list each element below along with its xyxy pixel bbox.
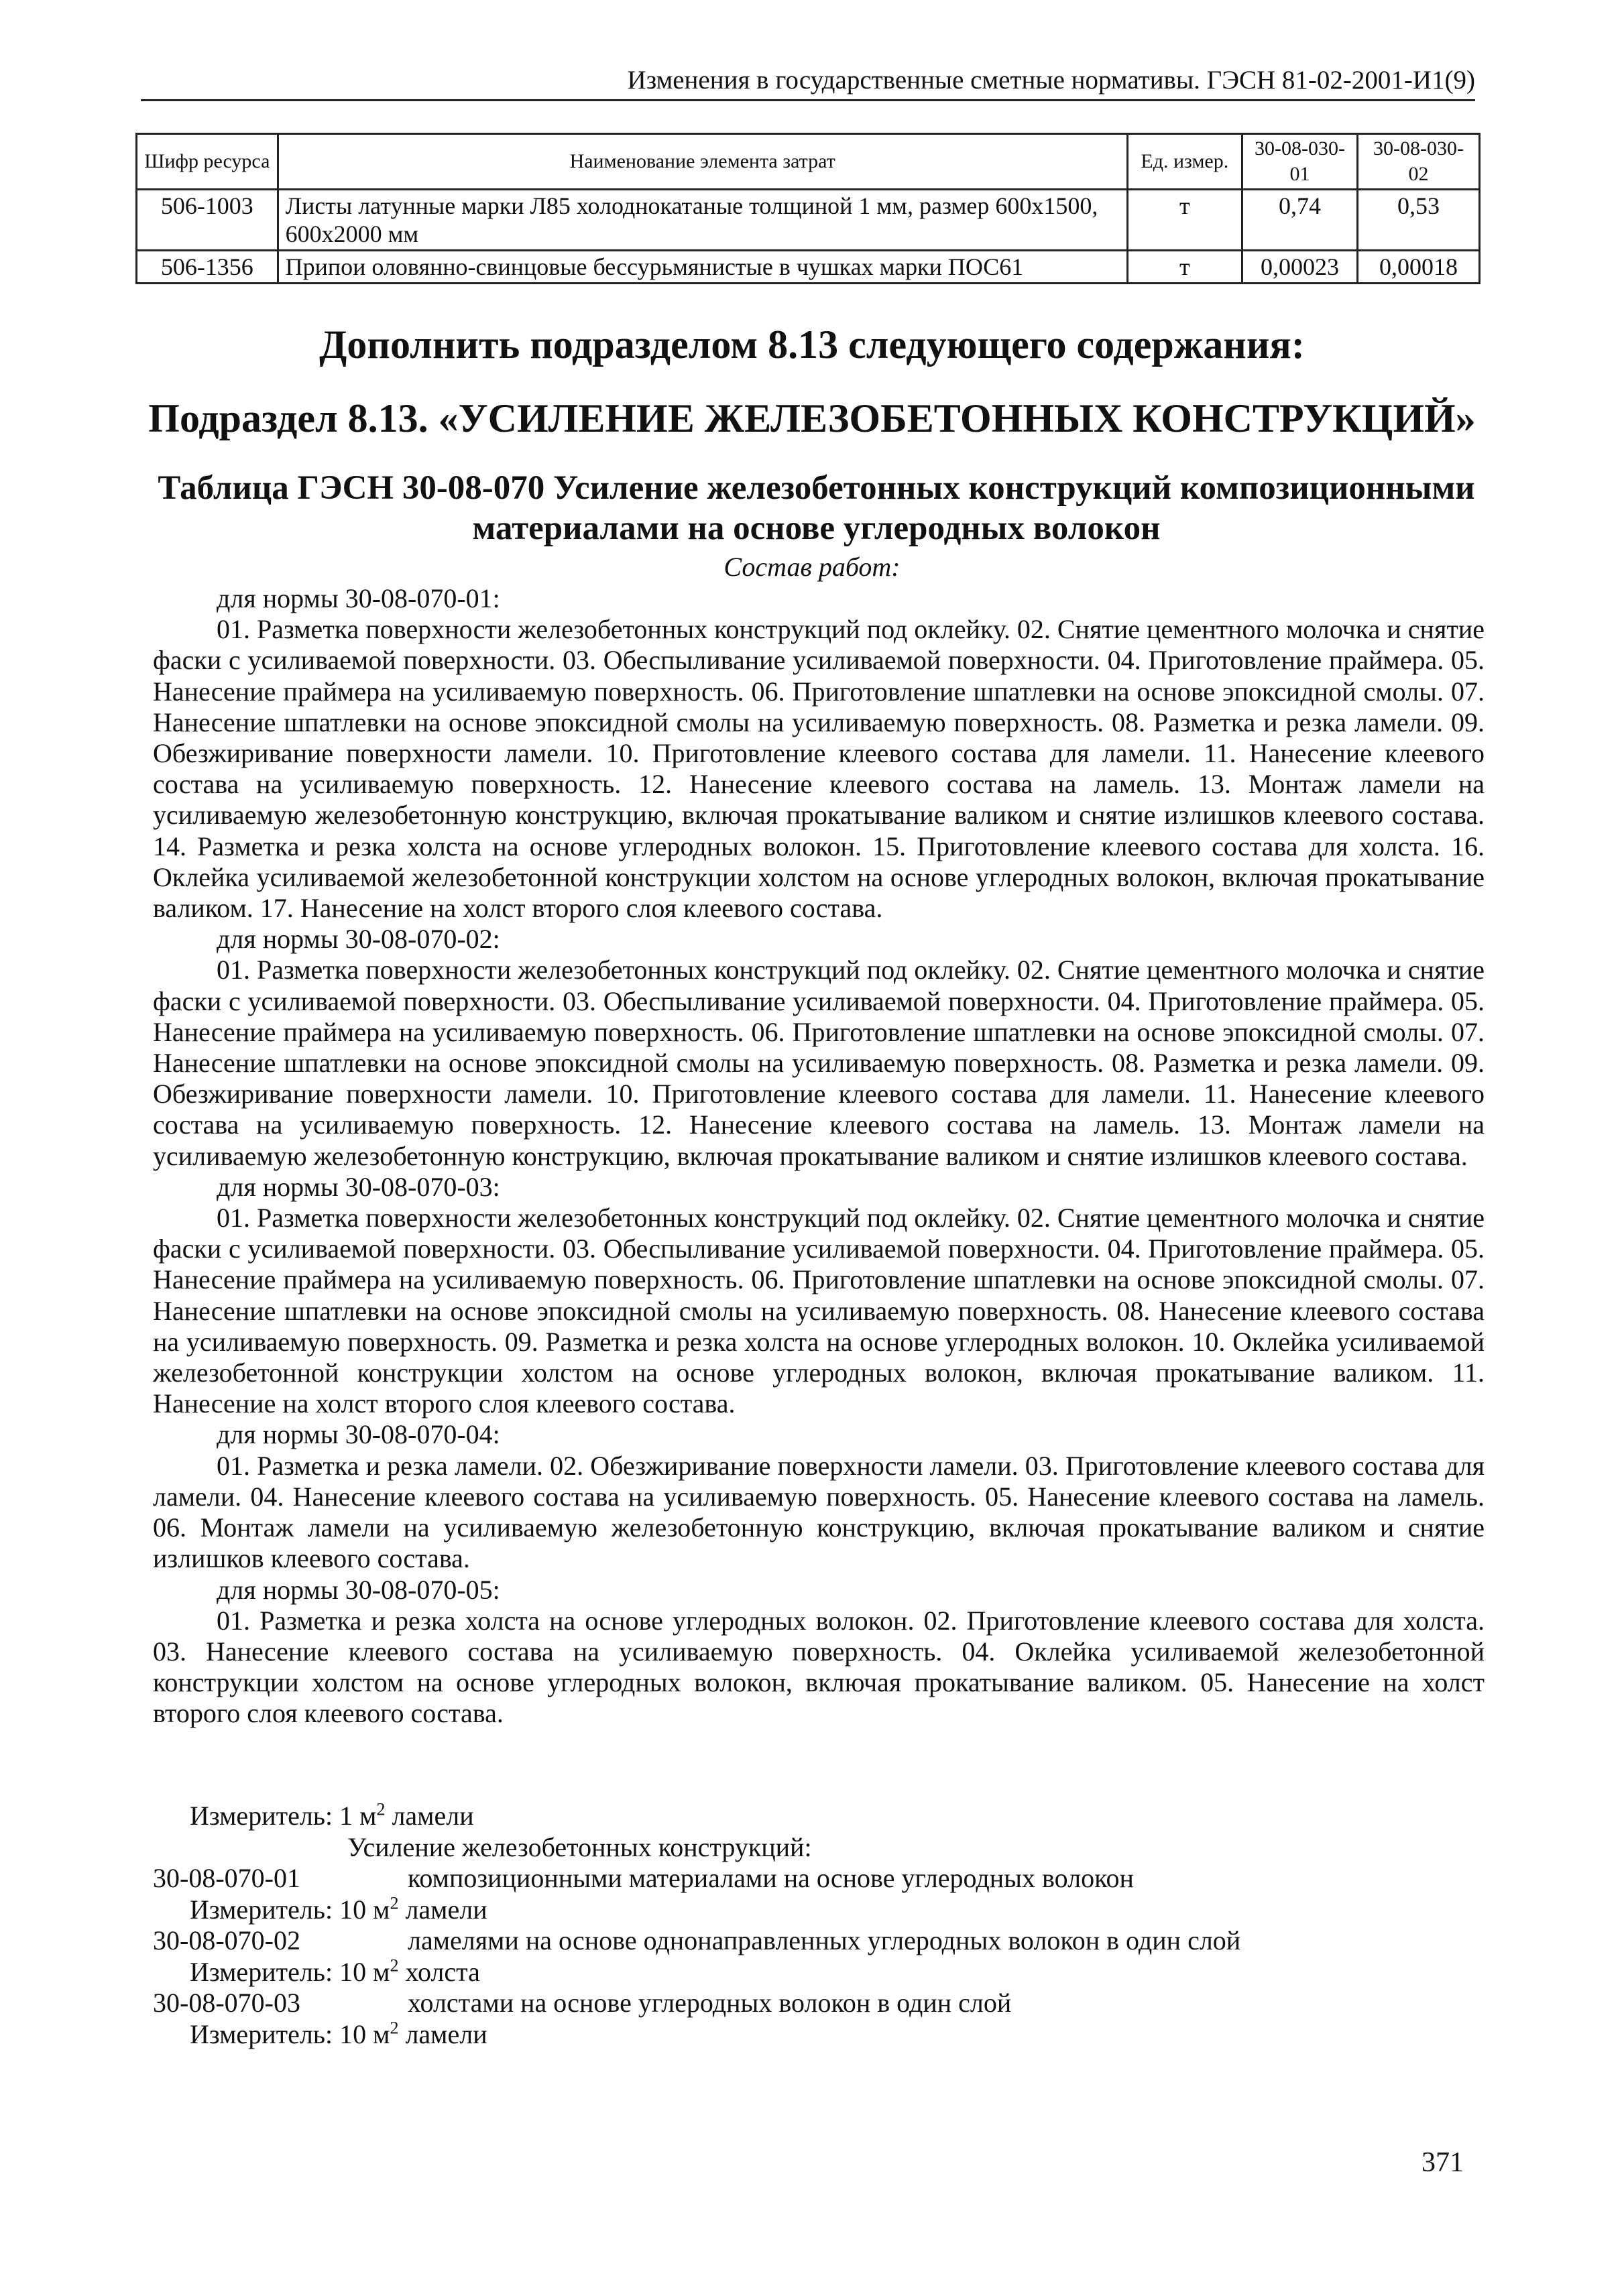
meter-label: Измеритель: 10 м bbox=[190, 2018, 390, 2049]
resources-table bbox=[135, 133, 1481, 284]
row-unit: т bbox=[1127, 251, 1242, 284]
row-value-2: 0,00018 bbox=[1358, 251, 1480, 284]
meter-unit: ламели bbox=[398, 1894, 487, 1925]
norm-text: 01. Разметка и резка ламели. 02. Обезжиривание поверхности ламели. 03. Приготовление клеевого состава для ламели. 04. Нанесение клеевого состава на усиливаемую поверхность. 05. Нанесение клеевого состава на ламель. 06. Монтаж ламели на усиливаемую железобетонную конструкцию, включая прокатывание валиком и снятие излишков клеевого состава. bbox=[153, 1450, 1485, 1574]
group-title: Усиление железобетонных конструкций: bbox=[347, 1831, 812, 1862]
norm-text: 01. Разметка и резка холста на основе углеродных волокон. 02. Приготовление клеевого состава для холста. 03. Нанесение клеевого состава на усиливаемую поверхность. 04. Оклейка усиливаемой железобетонной конструкции холстом на основе углеродных волокон, включая прокатывание валиком. 05. Нанесение на холст второго слоя клеевого состава. bbox=[153, 1605, 1485, 1729]
norm-row bbox=[153, 1925, 1485, 1957]
norm-row bbox=[153, 1863, 1485, 1894]
norm-label: для нормы 30-08-070-01: bbox=[217, 583, 500, 613]
meter-unit: ламели bbox=[385, 1801, 474, 1831]
norm-label: для нормы 30-08-070-04: bbox=[217, 1419, 500, 1450]
work-composition-body bbox=[153, 583, 1485, 1730]
square-sup: 2 bbox=[390, 2018, 399, 2038]
meter-label: Измеритель: 1 м bbox=[190, 1801, 377, 1831]
norm-row bbox=[153, 1988, 1485, 2019]
work-composition-label: Состав работ: bbox=[723, 552, 901, 582]
page-number: 371 bbox=[1422, 2147, 1464, 2178]
norm-label: для нормы 30-08-070-03: bbox=[217, 1171, 500, 1202]
header-col2: 30-08-030-02 bbox=[1358, 134, 1480, 190]
meter-line bbox=[153, 1894, 1485, 1926]
norm-code: 30-08-070-03 bbox=[153, 1988, 300, 2018]
norm-code: 30-08-070-01 bbox=[153, 1863, 300, 1893]
row-value-1: 0,00023 bbox=[1242, 251, 1357, 284]
meter-line bbox=[153, 1957, 1485, 1988]
meter-unit: ламели bbox=[398, 2018, 487, 2049]
square-sup: 2 bbox=[390, 1893, 399, 1913]
norm-description: композиционными материалами на основе углеродных волокон bbox=[408, 1863, 1134, 1893]
meter-line bbox=[153, 1801, 1485, 1832]
norm-label: для нормы 30-08-070-05: bbox=[217, 1574, 500, 1605]
row-name: Листы латунные марки Л85 холоднокатаные толщиной 1 мм, размер 600х1500, 600х2000 мм bbox=[278, 190, 1127, 251]
row-unit: т bbox=[1127, 190, 1242, 251]
meter-unit: холста bbox=[398, 1956, 480, 1987]
table-row bbox=[137, 190, 1480, 251]
header-unit: Ед. измер. bbox=[1127, 134, 1242, 190]
square-sup: 2 bbox=[376, 1799, 386, 1819]
row-name: Припои оловянно-свинцовые бессурьмянистые в чушках марки ПОС61 bbox=[278, 251, 1127, 284]
meter-line bbox=[153, 2019, 1485, 2051]
header-name: Наименование элемента затрат bbox=[278, 134, 1127, 190]
subsection-heading: Подраздел 8.13. «УСИЛЕНИЕ ЖЕЛЕЗОБЕТОННЫХ КОНСТРУКЦИЙ» bbox=[148, 396, 1476, 440]
meter-label: Измеритель: 10 м bbox=[190, 1894, 390, 1925]
norm-description: ламелями на основе однонаправленных углеродных волокон в один слой bbox=[408, 1925, 1241, 1955]
table-title-line-1: Таблица ГЭСН 30-08-070 Усиление железобетонных конструкций композиционными bbox=[158, 469, 1475, 507]
table-header-row bbox=[137, 134, 1480, 190]
norm-text: 01. Разметка поверхности железобетонных конструкций под оклейку. 02. Снятие цементного молочка и снятие фаски с усиливаемой поверхности. 03. Обеспыливание усиливаемой поверхности. 04. Приготовление праймера. 05. Нанесение праймера на усиливаемую поверхность. 06. Приготовление шпатлевки на основе эпоксидной смолы. 07. Нанесение шпатлевки на основе эпоксидной смолы на усиливаемую поверхность. 08. Нанесение клеевого состава на усиливаемую поверхность. 09. Разметка и резка холста на основе углеродных волокон. 10. Оклейка усиливаемой железобетонной конструкции холстом на основе углеродных волокон, включая прокатывание валиком. 11. Нанесение на холст второго слоя клеевого состава. bbox=[153, 1203, 1485, 1419]
table-title-line-2: материалами на основе углеродных волокон bbox=[472, 509, 1161, 547]
add-subsection-heading: Дополнить подразделом 8.13 следующего содержания: bbox=[319, 322, 1305, 367]
header-col1: 30-08-030-01 bbox=[1242, 134, 1357, 190]
norm-text: 01. Разметка поверхности железобетонных конструкций под оклейку. 02. Снятие цементного молочка и снятие фаски с усиливаемой поверхности. 03. Обеспыливание усиливаемой поверхности. 04. Приготовление праймера. 05. Нанесение праймера на усиливаемую поверхность. 06. Приготовление шпатлевки на основе эпоксидной смолы. 07. Нанесение шпатлевки на основе эпоксидной смолы на усиливаемую поверхность. 08. Разметка и резка ламели. 09. Обезжиривание поверхности ламели. 10. Приготовление клеевого состава для ламели. 11. Нанесение клеевого состава на усиливаемую поверхность. 12. Нанесение клеевого состава на ламель. 13. Монтаж ламели на усиливаемую железобетонную конструкцию, включая прокатывание валиком и снятие излишков клеевого состава. bbox=[153, 955, 1485, 1171]
meter-label: Измеритель: 10 м bbox=[190, 1956, 390, 1987]
row-code: 506-1003 bbox=[137, 190, 278, 251]
table-row bbox=[137, 251, 1480, 284]
norm-code: 30-08-070-02 bbox=[153, 1925, 300, 1955]
norm-label: для нормы 30-08-070-02: bbox=[217, 924, 500, 955]
row-value-1: 0,74 bbox=[1242, 190, 1357, 251]
row-code: 506-1356 bbox=[137, 251, 278, 284]
norm-text: 01. Разметка поверхности железобетонных конструкций под оклейку. 02. Снятие цементного молочка и снятие фаски с усиливаемой поверхности. 03. Обеспыливание усиливаемой поверхности. 04. Приготовление праймера. 05. Нанесение праймера на усиливаемую поверхность. 06. Приготовление шпатлевки на основе эпоксидной смолы. 07. Нанесение шпатлевки на основе эпоксидной смолы на усиливаемую поверхность. 08. Разметка и резка ламели. 09. Обезжиривание поверхности ламели. 10. Приготовление клеевого состава для ламели. 11. Нанесение клеевого состава на усиливаемую поверхность. 12. Нанесение клеевого состава на ламель. 13. Монтаж ламели на усиливаемую железобетонную конструкцию, включая прокатывание валиком и снятие излишков клеевого состава. 14. Разметка и резка холста на основе углеродных волокон. 15. Приготовление клеевого состава для холста. 16. Оклейка усиливаемой железобетонной конструкции холстом на основе углеродных волокон, включая прокатывание валиком. 17. Нанесение на холст второго слоя клеевого состава. bbox=[153, 614, 1485, 924]
header-code: Шифр ресурса bbox=[137, 134, 278, 190]
square-sup: 2 bbox=[390, 1955, 399, 1976]
row-value-2: 0,53 bbox=[1358, 190, 1480, 251]
running-header: Изменения в государственные сметные нормативы. ГЭСН 81-02-2001-И1(9) bbox=[141, 64, 1475, 101]
norm-description: холстами на основе углеродных волокон в один слой bbox=[408, 1988, 1012, 2018]
units-section bbox=[153, 1801, 1485, 2050]
